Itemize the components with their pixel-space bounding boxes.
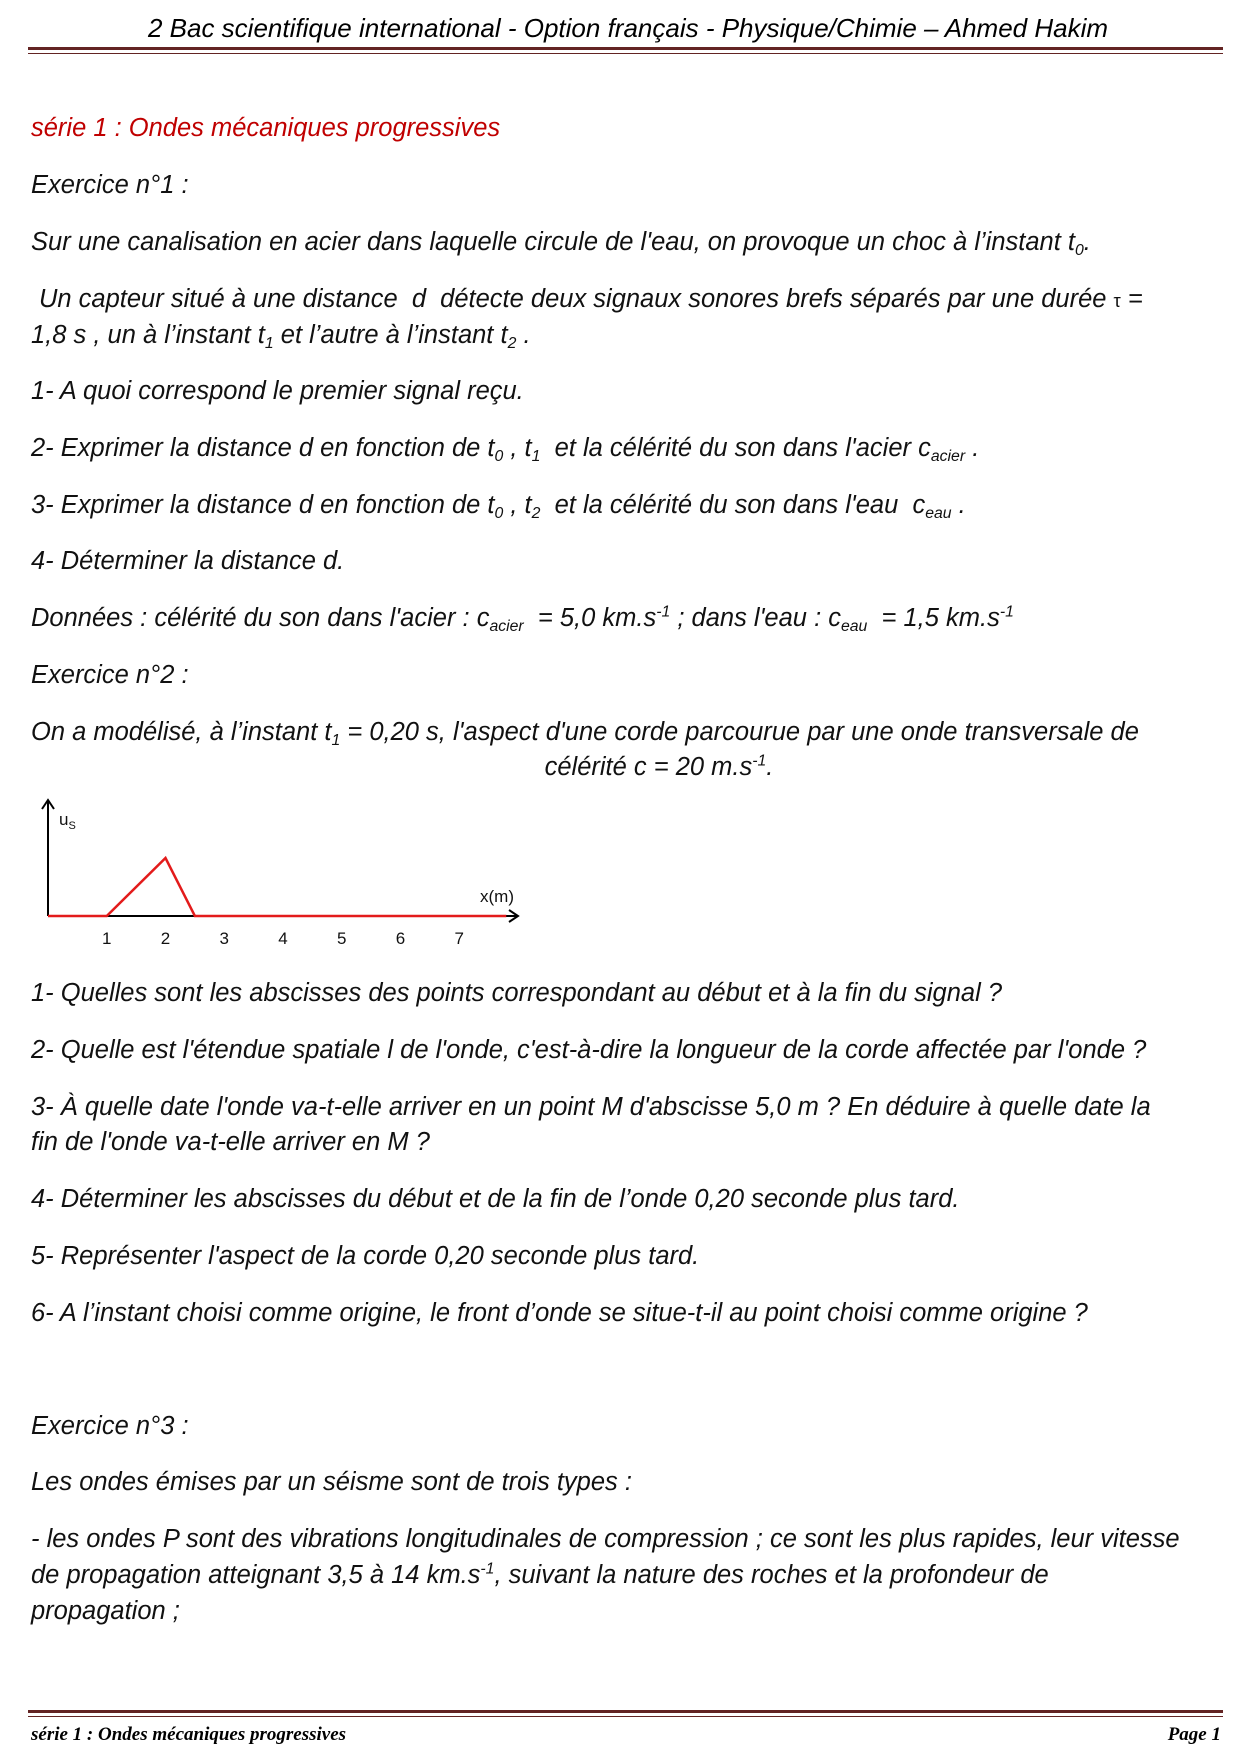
footer-series-title: série 1 : Ondes mécaniques progressives <box>31 1724 347 1745</box>
exercise-1-question-4: 4- Déterminer la distance d. <box>31 547 345 575</box>
text-segment: de propagation atteignant 3,5 à 14 km.s <box>31 1561 481 1589</box>
subscript: acier <box>489 618 524 636</box>
exercise-3-intro: Les ondes émises par un séisme sont de trois types : <box>31 1468 632 1496</box>
x-axis-label: x(m) <box>480 887 514 906</box>
text-segment: . <box>766 753 774 781</box>
exercise-3-p-waves-line-3: propagation ; <box>31 1597 180 1625</box>
x-tick-label: 4 <box>278 929 288 948</box>
text-segment: et la célérité du son dans l'eau c <box>540 491 926 519</box>
text-segment: On a modélisé, à l’instant t <box>31 718 332 746</box>
superscript: -1 <box>999 603 1014 621</box>
text-segment: , suivant la nature des roches et la profondeur de <box>494 1561 1049 1589</box>
text-segment: ; dans l'eau : c <box>670 604 841 632</box>
rope-profile-chart <box>0 780 560 960</box>
exercise-2-question-3-line-2: fin de l'onde va-t-elle arriver en M ? <box>31 1128 430 1156</box>
header-title: 2 Bac scientifique international - Option français - Physique/Chimie – Ahmed Hakim <box>147 13 1109 43</box>
exercise-1-question-1: 1- A quoi correspond le premier signal reçu. <box>31 377 524 405</box>
text-segment: Données : célérité du son dans l'acier : c <box>31 604 490 632</box>
text-segment: . <box>1083 228 1091 256</box>
y-axis-label-main: u <box>59 810 69 829</box>
text-segment: . <box>516 321 531 349</box>
y-axis-label-subscript: S <box>68 820 76 832</box>
superscript: -1 <box>480 1560 495 1578</box>
signal-line <box>48 858 506 916</box>
subscript: 1 <box>264 335 274 353</box>
exercise-1-sensor-line-2 <box>31 320 531 353</box>
subscript: acier <box>930 448 966 466</box>
text-segment: = 1,5 km.s <box>867 604 1000 632</box>
chart-axes <box>42 800 518 922</box>
text-segment: célérité c = 20 m.s <box>544 753 753 781</box>
header-rule-thin <box>28 53 1223 54</box>
x-tick-label: 5 <box>337 929 347 948</box>
subscript: 0 <box>494 505 504 523</box>
text-segment: et l’autre à l’instant t <box>273 321 508 349</box>
subscript: 2 <box>531 505 541 523</box>
exercise-2-question-4: 4- Déterminer les abscisses du début et de la fin de l’onde 0,20 seconde plus tard. <box>31 1185 960 1213</box>
text-segment: = 0,20 s, l'aspect d'une corde parcourue par une onde transversale de <box>340 718 1139 746</box>
exercise-1-heading: Exercice n°1 : <box>31 171 189 199</box>
exercise-2-intro-line-1 <box>31 717 1139 750</box>
subscript: 0 <box>1074 242 1084 260</box>
exercise-2-intro-line-2 <box>100 752 1218 782</box>
exercise-3-heading: Exercice n°3 : <box>31 1412 189 1440</box>
exercise-2-question-2: 2- Quelle est l'étendue spatiale l de l'onde, c'est-à-dire la longueur de la corde affectée par l'onde ? <box>31 1036 1147 1064</box>
chart-series <box>48 858 506 916</box>
exercise-1-question-2 <box>31 433 980 466</box>
superscript: -1 <box>752 752 767 770</box>
footer-rule-thin <box>28 1716 1223 1717</box>
chart-tick-labels <box>102 929 464 948</box>
superscript: -1 <box>656 603 671 621</box>
text-segment: Un capteur situé à une distance d détecte deux signaux sonores brefs séparés par une durée <box>39 285 1114 313</box>
exercise-2-heading: Exercice n°2 : <box>31 661 189 689</box>
text-segment: Sur une canalisation en acier dans laquelle circule de l'eau, on provoque un choc à l’instant t <box>31 228 1075 256</box>
footer-page-number: Page 1 <box>1167 1724 1221 1745</box>
exercise-1-intro <box>31 227 1091 260</box>
text-segment: 3- Exprimer la distance d en fonction de t <box>31 491 495 519</box>
subscript: 1 <box>531 448 541 466</box>
text-segment: = <box>1120 285 1143 313</box>
subscript: 1 <box>331 732 341 750</box>
footer-rule-thick <box>28 1710 1223 1713</box>
exercise-3-p-waves-line-2 <box>31 1560 1049 1590</box>
text-segment: . <box>951 491 966 519</box>
x-tick-label: 7 <box>454 929 464 948</box>
subscript: eau <box>840 618 868 636</box>
text-segment: et la célérité du son dans l'acier c <box>540 434 931 462</box>
x-tick-label: 1 <box>102 929 112 948</box>
exercise-1-sensor-line-1 <box>39 284 1143 316</box>
x-tick-label: 6 <box>395 929 406 948</box>
text-segment: 1,8 s , un à l’instant t <box>31 321 265 349</box>
header-rule-thick <box>28 47 1223 50</box>
y-axis-label <box>59 810 76 832</box>
subscript: 0 <box>494 448 504 466</box>
text-segment: , t <box>503 434 532 462</box>
exercise-3-p-waves-line-1: - les ondes P sont des vibrations longitudinales de compression ; ce sont les plus rapides, leur vitesse <box>31 1525 1180 1553</box>
tau-symbol: τ <box>1113 290 1121 311</box>
exercise-2-question-5: 5- Représenter l'aspect de la corde 0,20 seconde plus tard. <box>31 1242 700 1270</box>
text-segment: 2- Exprimer la distance d en fonction de t <box>31 434 495 462</box>
text-segment: . <box>965 434 980 462</box>
exercise-2-question-3-line-1: 3- À quelle date l'onde va-t-elle arriver en un point M d'abscisse 5,0 m ? En déduire à quelle date la <box>31 1093 1151 1121</box>
text-segment: , t <box>503 491 532 519</box>
subscript: 2 <box>507 335 517 353</box>
series-title: série 1 : Ondes mécaniques progressives <box>31 114 501 142</box>
subscript: eau <box>925 505 952 523</box>
exercise-1-data <box>31 603 1014 636</box>
text-segment: = 5,0 km.s <box>523 604 657 632</box>
exercise-2-question-6: 6- A l’instant choisi comme origine, le front d’onde se situe-t-il au point choisi comme origine ? <box>31 1299 1088 1327</box>
x-tick-label: 3 <box>219 929 229 948</box>
exercise-2-question-1: 1- Quelles sont les abscisses des points correspondant au début et à la fin du signal ? <box>31 979 1003 1007</box>
x-tick-label: 2 <box>160 929 171 948</box>
exercise-1-question-3 <box>31 490 966 523</box>
